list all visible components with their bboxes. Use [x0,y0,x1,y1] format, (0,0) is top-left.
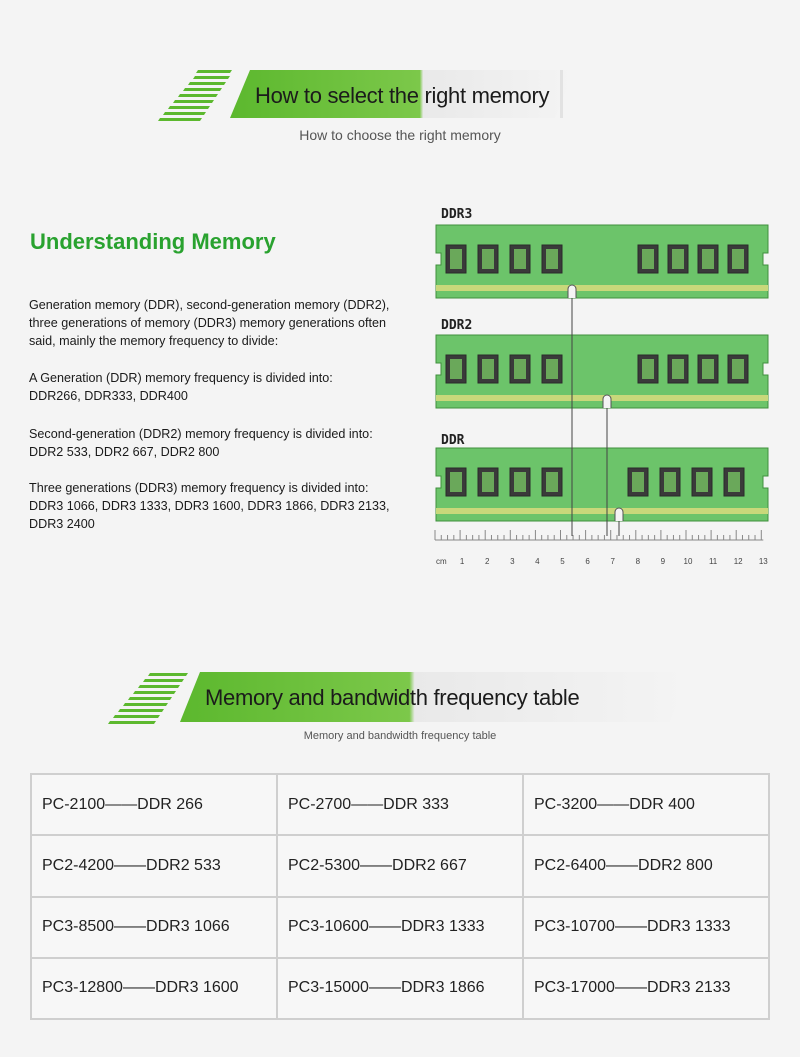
text-line: Three generations (DDR3) memory frequency is divided into: [29,481,369,495]
table-cell: PC3-10700——DDR3 1333 [523,897,769,958]
table-row [31,897,769,958]
text-line: three generations of memory (DDR3) memory generations often [29,316,386,330]
ruler [435,530,768,566]
ruler-tick-label: 5 [560,557,565,566]
ruler-tick-label: 9 [660,557,666,566]
section-title: Memory and bandwidth frequency table [205,685,580,710]
table-cell: PC2-6400——DDR2 800 [523,835,769,896]
ruler-tick-label: 7 [610,557,615,566]
memory-modules-diagram [430,220,775,580]
table-cell: PC-2100——DDR 266 [31,774,277,835]
text-line: DDR2 533, DDR2 667, DDR2 800 [29,445,220,459]
table-cell: PC2-5300——DDR2 667 [277,835,523,896]
table-cell: PC3-10600——DDR3 1333 [277,897,523,958]
table-row [31,774,769,835]
ddr2-label: DDR2 [441,318,473,333]
section-banner-2 [0,670,800,750]
ddr2-paragraph [29,425,439,461]
section-subtitle: How to choose the right memory [299,127,501,143]
ruler-tick-label: 2 [484,557,490,566]
text-line: A Generation (DDR) memory frequency is divided into: [29,371,333,385]
ruler-tick-label: 6 [585,557,590,566]
text-line: Generation memory (DDR), second-generation memory (DDR2), [29,298,390,312]
ruler-tick-label: 3 [510,557,515,566]
table-cell: PC3-12800——DDR3 1600 [31,958,277,1019]
ruler-tick-label: 4 [535,557,540,566]
text-line: DDR3 1066, DDR3 1333, DDR3 1600, DDR3 1866, DDR3 2133, [29,499,390,513]
text-line: DDR3 2400 [29,517,95,531]
ddr-paragraph [29,369,439,405]
ruler-tick-label: 8 [635,557,641,566]
ddr3-paragraph [29,479,439,533]
ruler-tick-label: 1 [459,557,465,566]
intro-paragraph [29,296,439,350]
text-line: DDR266, DDR333, DDR400 [29,389,188,403]
text-line: said, mainly the memory frequency to divide: [29,334,279,348]
table-cell: PC2-4200——DDR2 533 [31,835,277,896]
frequency-table [30,773,770,1020]
ruler-tick-label: 10 [683,557,693,566]
table-cell: PC3-15000——DDR3 1866 [277,958,523,1019]
ruler-unit-label: cm [436,557,447,566]
ruler-tick-label: 12 [733,557,743,566]
table-cell: PC3-8500——DDR3 1066 [31,897,277,958]
ruler-tick-label: 13 [758,557,768,566]
ddr-module [436,448,768,521]
table-row [31,958,769,1019]
section-title: How to select the right memory [255,83,550,108]
table-cell: PC-2700——DDR 333 [277,774,523,835]
table-cell: PC3-17000——DDR3 2133 [523,958,769,1019]
section-subtitle: Memory and bandwidth frequency table [303,730,497,742]
text-line: Second-generation (DDR2) memory frequency is divided into: [29,427,373,441]
section-banner-1 [0,66,800,156]
ddr3-module [436,225,768,298]
table-row [31,835,769,896]
table-cell: PC-3200——DDR 400 [523,774,769,835]
ddr2-module [436,335,768,408]
ddr-label: DDR [441,433,465,448]
understanding-heading: Understanding Memory [30,229,276,254]
ddr3-label: DDR3 [441,207,473,222]
ruler-tick-label: 11 [708,557,718,566]
